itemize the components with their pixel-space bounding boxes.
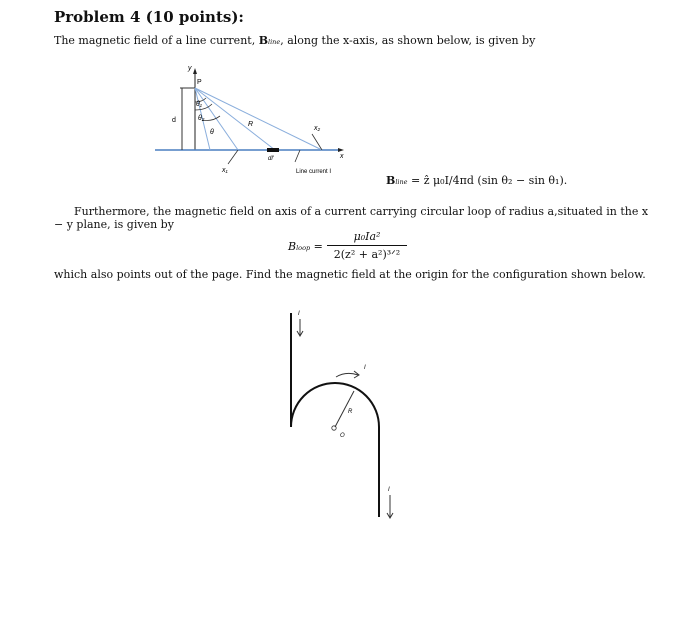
line-field-equation [386, 174, 567, 187]
eq2-numerator: μ₀Ia² [353, 230, 381, 243]
eq2-sub: loop [296, 244, 311, 252]
dl-element [267, 148, 279, 152]
radius-label: R [348, 409, 353, 415]
y-label: y [188, 65, 192, 72]
origin-label: O [340, 433, 345, 439]
intro-pre: The magnetic field of a line current, [54, 34, 259, 47]
eq1-rhs: = ẑ μ₀I/4πd (sin θ₂ − sin θ₁). [411, 174, 568, 187]
eq1-sub: line [395, 178, 408, 186]
loop-equation-lhs [288, 240, 323, 253]
current-pointer [295, 150, 300, 162]
theta1-label: θ₁ [196, 101, 203, 108]
intro-post: , along the x-axis, as shown below, is given by [280, 34, 536, 47]
x1-pointer [228, 150, 238, 164]
theta-label: θ [210, 129, 214, 136]
eq1-b: B [386, 174, 396, 187]
dl-label: dl' [268, 156, 274, 162]
top-current-label: I [298, 311, 300, 317]
current-label: Line current I [296, 169, 332, 175]
intro-sub: line [268, 38, 281, 46]
eq2-b: B [288, 240, 297, 253]
semicircle-wire [291, 383, 379, 427]
question-paragraph: which also points out of the page. Find the magnetic field at the origin for the configuration shown below. [54, 268, 646, 281]
arc-current-arrow [336, 373, 358, 377]
r-label: R [248, 121, 254, 128]
x1-label: x₁ [222, 167, 228, 174]
wire-configuration-figure [270, 305, 420, 530]
x-label: x [340, 153, 344, 160]
d-label: d [172, 117, 176, 124]
origin-marker [332, 426, 336, 430]
x-axis-arrow [338, 148, 344, 152]
arc-current-label: I [364, 365, 366, 371]
bottom-current-label: I [388, 487, 390, 493]
y-axis-arrow [193, 68, 197, 74]
problem-heading: Problem 4 (10 points): [54, 8, 244, 26]
loop-equation-fraction [326, 230, 408, 261]
intro-bold-b: B [258, 34, 269, 47]
line-p-to-dl [195, 88, 275, 150]
x2-label: x₂ [314, 125, 321, 132]
eq2-equals: = [313, 240, 323, 253]
p-label: P [197, 79, 202, 86]
line-current-figure [150, 58, 370, 178]
theta2-label: θ₂ [198, 115, 205, 122]
loop-paragraph: Furthermore, the magnetic field on axis of a current carrying circular loop of radius a,situated in the x − y plane, is given by [54, 205, 649, 231]
intro-paragraph [54, 34, 535, 47]
eq2-denominator: 2(z² + a²)³ᐟ² [333, 248, 401, 261]
